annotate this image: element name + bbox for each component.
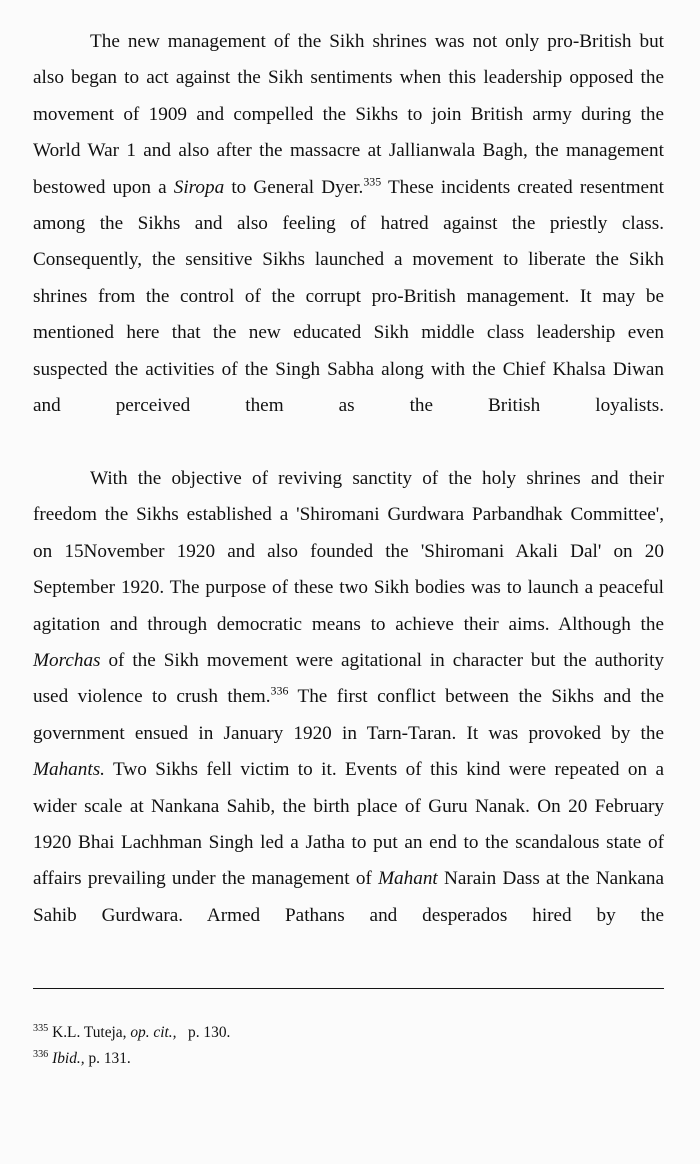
footnote-reference-336[interactable]: 336 — [270, 683, 289, 698]
body-text-column — [33, 24, 664, 971]
footnotes-section — [33, 1020, 664, 1072]
footnote-entry: $^{335}$ K.L. Tuteja, op. cit., p. 130. — [33, 1022, 231, 1041]
body-paragraph: The new management of the Sikh shrines was not only pro-British but also began to act against the Sikh sentiments when this leadership opposed the movement of 1909 and compelled the Sikhs to join British army during the World War 1 and also after the massacre at Jallianwala Bagh, the management bestowed upon a Siropa to General Dyer.$^{335}$ These incidents created resentment among the Sikhs and also feeling of hatred against the priestly class. Consequently, the sensitive Sikhs launched a movement to liberate the Sikh shrines from the control of the corrupt pro-British management. It may be mentioned here that the new educated Sikh middle class leadership even suspected the activities of the Singh Sabha along with the Chief Khalsa Diwan and perceived them as the British loyalists. — [33, 31, 664, 417]
italic-term: Siropa — [173, 176, 225, 198]
italic-term: Morchas — [33, 649, 101, 671]
footnote-reference-335[interactable]: 335 — [363, 174, 382, 189]
italic-term: Mahants. — [33, 759, 105, 781]
italic-term: op. cit., — [130, 1024, 177, 1041]
footnote-marker-335: 335 — [33, 1022, 49, 1034]
footnote-separator-rule — [33, 988, 664, 989]
italic-term: Ibid., — [52, 1050, 85, 1067]
footnote-entry: $^{336}$ Ibid., p. 131. — [33, 1048, 131, 1067]
body-paragraph: With the objective of reviving sanctity of the holy shrines and their freedom the Sikhs established a 'Shiromani Gurdwara Parbandhak Committee', on 15November 1920 and also founded the 'Shiromani Akali Dal' on 20 September 1920. The purpose of these two Sikh bodies was to launch a peaceful agitation and through democratic means to achieve their aims. Although the Morchas of the Sikh movement were agitational in character but the authority used violence to crush them.$^{336}$ The first conflict between the Sikhs and the government ensued in January 1920 in Tarn-Taran. It was provoked by the Mahants. Two Sikhs fell victim to it. Events of this kind were repeated on a wider scale at Nankana Sahib, the birth place of Guru Nanak. On 20 February 1920 Bhai Lachhman Singh led a Jatha to put an end to the scandalous state of affairs prevailing under the management of Mahant Narain Dass at the Nankana Sahib Gurdwara. Armed Pathans and desperados hired by the — [33, 467, 665, 926]
footnote-marker-336: 336 — [33, 1048, 49, 1060]
italic-term: Mahant — [378, 868, 438, 890]
